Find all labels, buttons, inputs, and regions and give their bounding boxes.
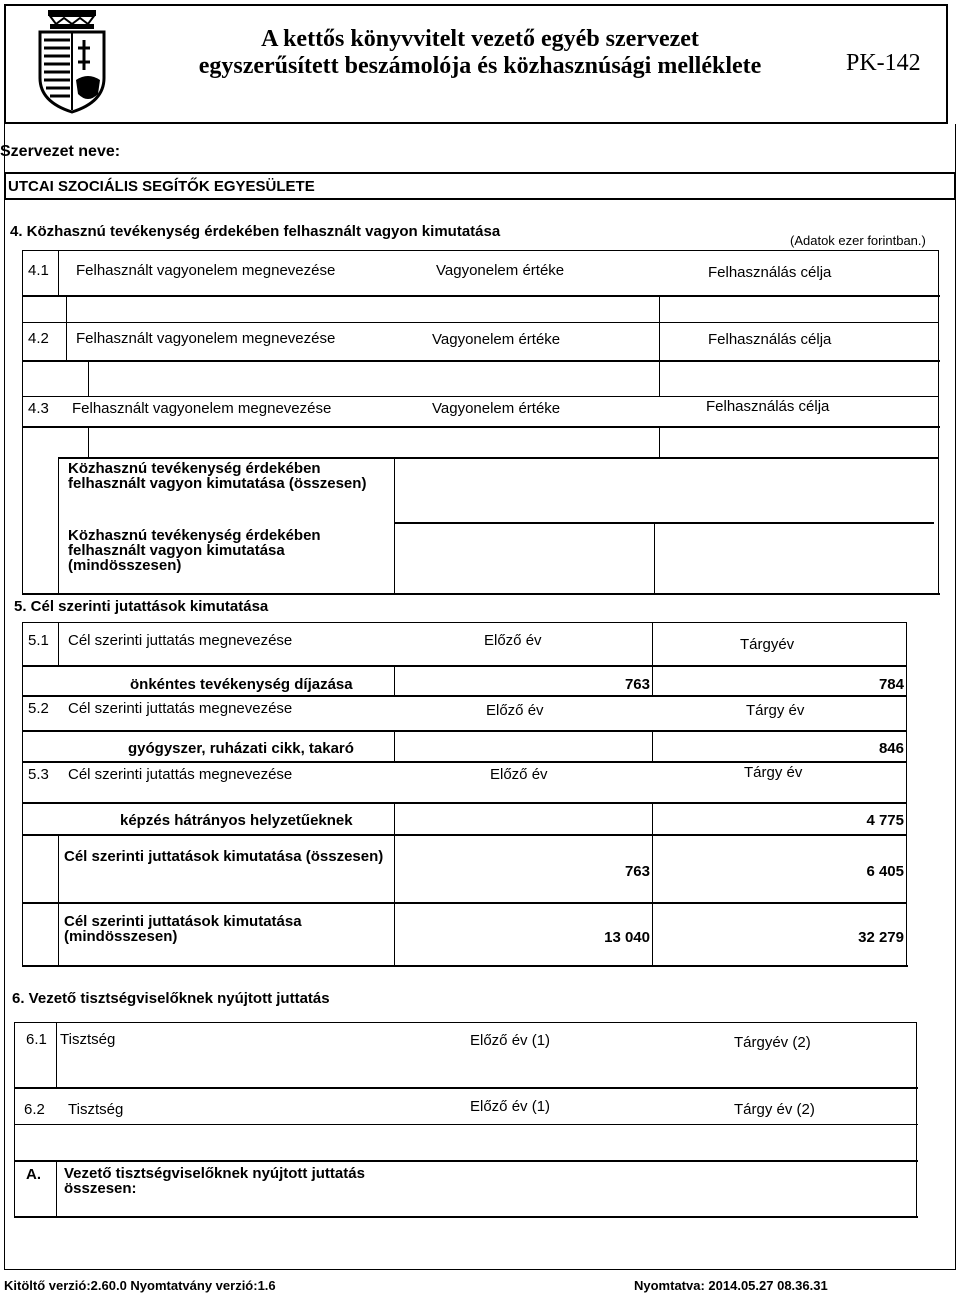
s5-total-prev[interactable]: 763 xyxy=(624,863,650,880)
form-code: PK-142 xyxy=(846,50,921,76)
section6-title: 6. Vezető tisztségviselőknek nyújtott juttatás xyxy=(12,990,330,1007)
row-4-1-col2: Vagyonelem értéke xyxy=(436,262,565,279)
section5-title: 5. Cél szerinti jutattások kimutatása xyxy=(14,598,269,615)
section4-title: 4. Közhasznú tevékenység érdekében felhasznált vagyon kimutatása xyxy=(10,223,501,240)
s5-grand-total-curr[interactable]: 32 279 xyxy=(858,929,904,946)
unit-note: (Adatok ezer forintban.) xyxy=(790,233,926,248)
s6-total-label: Vezető tisztségviselőknek nyújtott juttatás összesen: xyxy=(64,1165,365,1197)
row-5-1-col1: Cél szerinti juttatás megnevezése xyxy=(68,632,293,649)
s5-grand-total-prev[interactable]: 13 040 xyxy=(604,929,650,946)
page-frame xyxy=(4,124,956,1270)
s4-total-label: Közhasznú tevékenység érdekében felhasznált vagyon kimutatása (összesen) xyxy=(68,460,367,492)
row-5-2-col1: Cél szerinti juttatás megnevezése xyxy=(68,700,293,717)
row-5-1-curr[interactable]: 784 xyxy=(878,676,904,693)
form-title-line2: egyszerűsített beszámolója és közhasznúsági melléklete xyxy=(198,53,762,79)
row-5-3-item: képzés hátrányos helyzetűeknek xyxy=(120,812,353,829)
row-5-2-col2: Előző év xyxy=(486,702,544,719)
row-4-2-col1: Felhasznált vagyonelem megnevezése xyxy=(76,330,336,347)
footer-print-date: Nyomtatva: 2014.05.27 08.36.31 xyxy=(634,1278,828,1293)
row-5-1-prev[interactable]: 763 xyxy=(624,676,650,693)
s6-total-num: A. xyxy=(26,1166,41,1183)
row-4-2-col2: Vagyonelem értéke xyxy=(432,331,561,348)
s5-grand-total-label: Cél szerinti juttatások kimutatása (mindösszesen) xyxy=(64,913,302,945)
footer-version: Kitöltő verzió:2.60.0 Nyomtatvány verzió:1.6 xyxy=(4,1278,276,1293)
row-4-3-col2: Vagyonelem értéke xyxy=(432,400,561,417)
coat-of-arms-icon xyxy=(34,10,110,114)
row-4-2-num: 4.2 xyxy=(28,330,49,347)
row-4-3-num: 4.3 xyxy=(28,400,49,417)
row-6-2-col2: Előző év (1) xyxy=(470,1098,551,1115)
row-5-2-item: gyógyszer, ruházati cikk, takaró xyxy=(128,740,354,757)
org-label: Szervezet neve: xyxy=(0,143,121,160)
row-4-2-col3: Felhasználás célja xyxy=(708,331,832,348)
row-5-2-num: 5.2 xyxy=(28,700,49,717)
row-5-1-item: önkéntes tevékenység díjazása xyxy=(130,676,353,693)
s5-total-label: Cél szerinti juttatások kimutatása (összesen) xyxy=(64,848,384,865)
form-title xyxy=(120,26,840,80)
row-5-3-num: 5.3 xyxy=(28,766,49,783)
form-title-line1: A kettős könyvvitelt vezető egyéb szervezet xyxy=(261,26,699,52)
row-6-2-col1: Tisztség xyxy=(68,1101,124,1118)
row-5-2-curr[interactable]: 846 xyxy=(878,740,904,757)
row-5-3-col2: Előző év xyxy=(490,766,548,783)
row-4-3-col1: Felhasznált vagyonelem megnevezése xyxy=(72,400,332,417)
row-5-3-col1: Cél szerinti jutattás megnevezése xyxy=(68,766,293,783)
row-6-1-num: 6.1 xyxy=(26,1031,47,1048)
row-4-1-col3: Felhasználás célja xyxy=(708,264,832,281)
s5-total-curr[interactable]: 6 405 xyxy=(866,863,904,880)
row-4-1-num: 4.1 xyxy=(28,262,49,279)
row-5-3-col3: Tárgy év xyxy=(744,764,803,781)
row-4-1-col1: Felhasznált vagyonelem megnevezése xyxy=(76,262,336,279)
row-6-2-col3: Tárgy év (2) xyxy=(734,1101,815,1118)
org-name: UTCAI SZOCIÁLIS SEGÍTŐK EGYESÜLETE xyxy=(8,178,315,195)
row-5-3-curr[interactable]: 4 775 xyxy=(866,812,904,829)
row-6-1-col3: Tárgyév (2) xyxy=(734,1034,811,1051)
row-6-1-col1: Tisztség xyxy=(60,1031,116,1048)
row-5-1-col3: Tárgyév xyxy=(740,636,795,653)
row-4-3-col3: Felhasználás célja xyxy=(706,398,830,415)
s4-grand-total-label: Közhasznú tevékenység érdekében felhasznált vagyon kimutatása (mindösszesen) xyxy=(68,527,321,574)
row-6-2-num: 6.2 xyxy=(24,1101,45,1118)
row-5-2-col3: Tárgy év xyxy=(746,702,805,719)
row-6-1-col2: Előző év (1) xyxy=(470,1032,551,1049)
row-5-1-num: 5.1 xyxy=(28,632,49,649)
row-5-1-col2: Előző év xyxy=(484,632,542,649)
